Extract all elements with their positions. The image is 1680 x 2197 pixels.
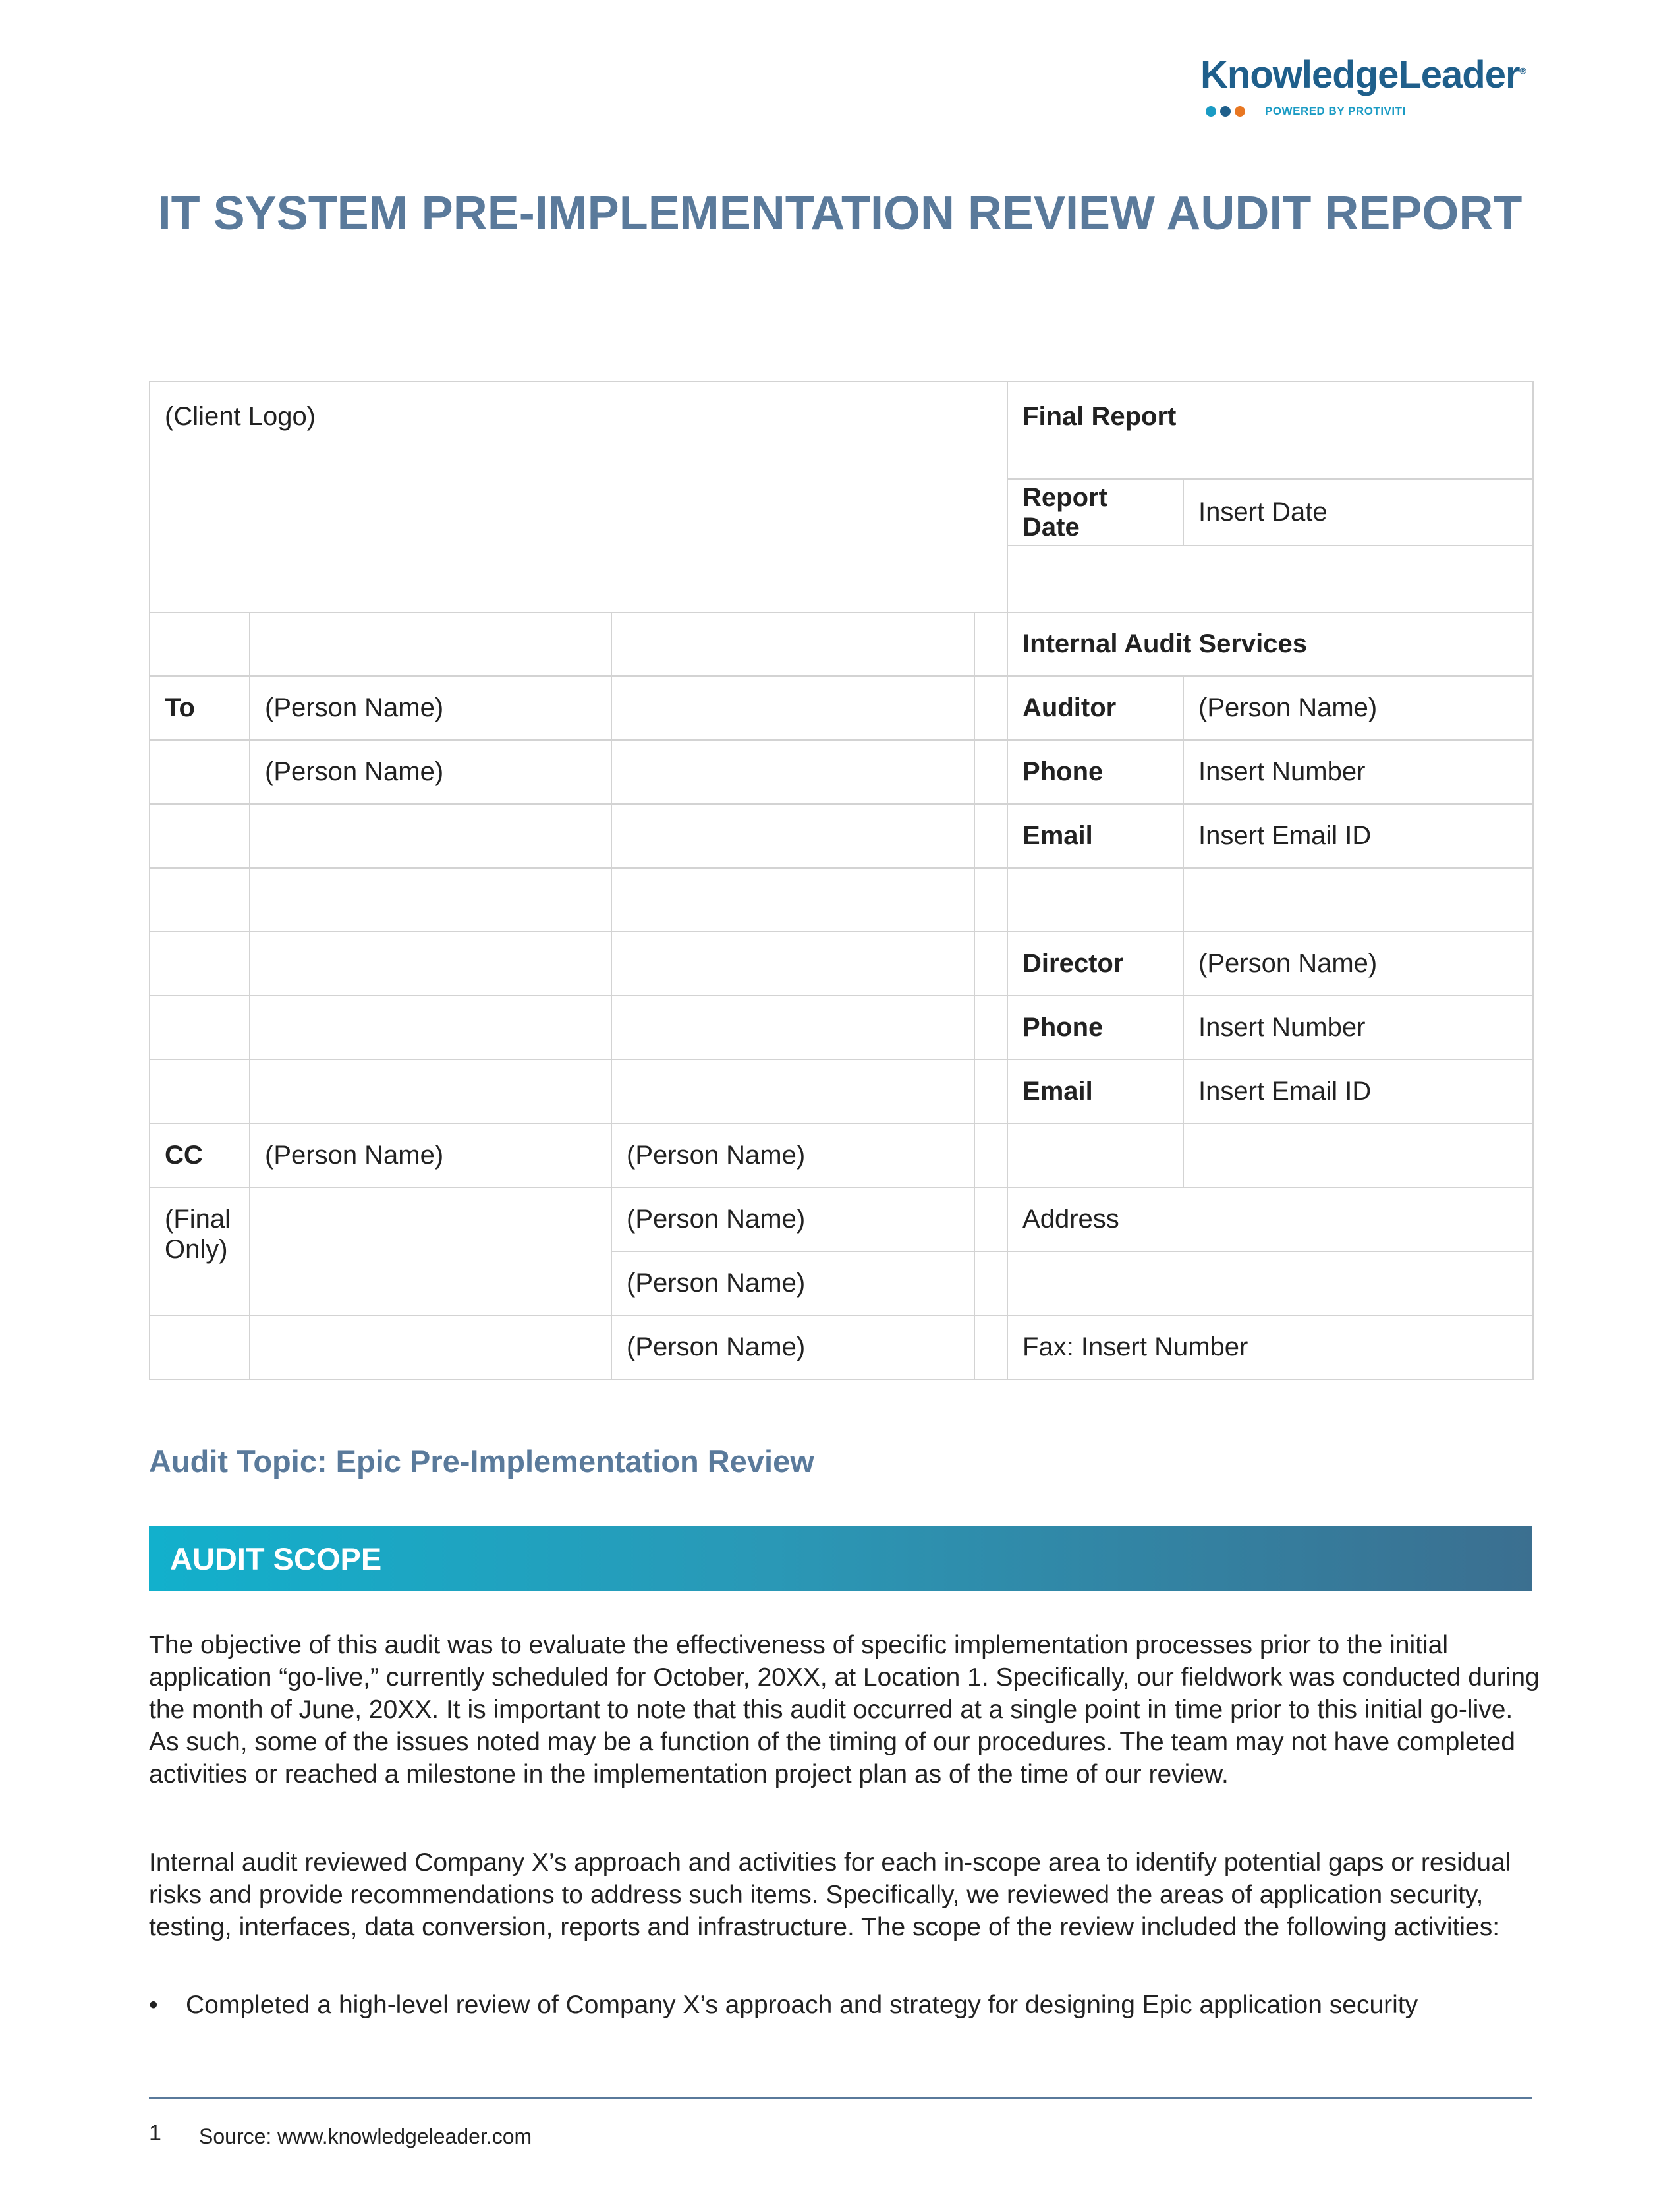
empty-cell — [974, 996, 1007, 1060]
bullet-icon: • — [149, 1991, 158, 2019]
empty-cell — [250, 1315, 611, 1379]
director-email-label: Email — [1007, 1060, 1183, 1124]
empty-cell — [150, 1060, 250, 1124]
cc-person-name: (Person Name) — [611, 1315, 974, 1379]
auditor-phone-label: Phone — [1007, 740, 1183, 804]
empty-cell — [974, 1251, 1007, 1315]
internal-audit-services-heading: Internal Audit Services — [1007, 612, 1533, 676]
logo-dot-icon — [1206, 106, 1216, 117]
report-date-value: Insert Date — [1183, 479, 1533, 546]
knowledgeleader-logo — [1200, 53, 1530, 118]
empty-cell — [150, 740, 250, 804]
director-label: Director — [1007, 932, 1183, 996]
logo-wordmark: KnowledgeLeader® — [1200, 53, 1526, 96]
empty-cell — [250, 996, 611, 1060]
empty-cell — [150, 868, 250, 932]
empty-cell — [974, 1315, 1007, 1379]
fax-value: Fax: Insert Number — [1007, 1315, 1533, 1379]
empty-cell — [1007, 1124, 1183, 1187]
empty-cell — [611, 932, 974, 996]
empty-cell — [1007, 546, 1533, 612]
cc-person-name: (Person Name) — [611, 1251, 974, 1315]
report-date-label: Report Date — [1007, 479, 1183, 546]
cc-label: CC — [150, 1124, 250, 1187]
empty-cell — [250, 804, 611, 868]
client-logo-cell: (Client Logo) — [150, 382, 1007, 612]
to-label: To — [150, 676, 250, 740]
empty-cell — [974, 1124, 1007, 1187]
auditor-email-value: Insert Email ID — [1183, 804, 1533, 868]
logo-brand-text: KnowledgeLeader — [1200, 53, 1520, 96]
empty-cell — [611, 612, 974, 676]
empty-cell — [611, 868, 974, 932]
body-paragraph: Internal audit reviewed Company X’s approach and activities for each in-scope area to identify potential gaps or residual risks and provide recommendations to address such items. Specifically, we reviewed the areas of application security, testing, interfaces, data conversion, reports and infrastructure. The scope of the review included the following activities: — [149, 1848, 1511, 1941]
cc-person-name: (Person Name) — [611, 1124, 974, 1187]
empty-cell — [250, 612, 611, 676]
to-person-name: (Person Name) — [250, 676, 611, 740]
auditor-email-label: Email — [1007, 804, 1183, 868]
footer-divider — [149, 2097, 1532, 2099]
director-email-value: Insert Email ID — [1183, 1060, 1533, 1124]
report-title: IT SYSTEM PRE-IMPLEMENTATION REVIEW AUDIT REPORT — [157, 187, 1523, 240]
section-heading: AUDIT SCOPE — [170, 1541, 382, 1576]
empty-cell — [974, 932, 1007, 996]
empty-cell — [1007, 868, 1183, 932]
empty-cell — [250, 1187, 611, 1315]
empty-cell — [611, 804, 974, 868]
empty-cell — [250, 932, 611, 996]
address-label: Address — [1007, 1187, 1533, 1251]
logo-dot-icon — [1235, 106, 1245, 117]
final-only-label: (Final Only) — [150, 1187, 250, 1315]
empty-cell — [150, 804, 250, 868]
logo-tagline-row — [1206, 105, 1530, 118]
source-note: Source: www.knowledgeleader.com — [199, 2125, 532, 2148]
director-value: (Person Name) — [1183, 932, 1533, 996]
empty-cell — [150, 612, 250, 676]
cc-person-name: (Person Name) — [611, 1187, 974, 1251]
empty-cell — [150, 932, 250, 996]
logo-dot-icon — [1220, 106, 1231, 117]
page-number: 1 — [149, 2121, 161, 2146]
empty-cell — [974, 868, 1007, 932]
empty-cell — [150, 1315, 250, 1379]
audit-topic-heading: Audit Topic: Epic Pre-Implementation Review — [149, 1444, 814, 1479]
empty-cell — [1183, 1124, 1533, 1187]
auditor-value: (Person Name) — [1183, 676, 1533, 740]
logo-tagline: POWERED BY PROTIVITI — [1265, 105, 1406, 117]
director-phone-label: Phone — [1007, 996, 1183, 1060]
empty-cell — [250, 1060, 611, 1124]
cc-person-name: (Person Name) — [250, 1124, 611, 1187]
empty-cell — [974, 1187, 1007, 1251]
empty-cell — [611, 996, 974, 1060]
empty-cell — [611, 1060, 974, 1124]
empty-cell — [1183, 868, 1533, 932]
director-phone-value: Insert Number — [1183, 996, 1533, 1060]
empty-cell — [1007, 1251, 1533, 1315]
to-person-name: (Person Name) — [250, 740, 611, 804]
empty-cell — [974, 676, 1007, 740]
empty-cell — [974, 1060, 1007, 1124]
empty-cell — [150, 996, 250, 1060]
empty-cell — [974, 804, 1007, 868]
section-heading-band — [149, 1526, 1532, 1591]
empty-cell — [611, 676, 974, 740]
empty-cell — [250, 868, 611, 932]
empty-cell — [974, 740, 1007, 804]
auditor-label: Auditor — [1007, 676, 1183, 740]
auditor-phone-value: Insert Number — [1183, 740, 1533, 804]
empty-cell — [974, 612, 1007, 676]
empty-cell — [611, 740, 974, 804]
list-item-text: Completed a high-level review of Company X’s approach and strategy for designing Epic application security — [186, 1991, 1418, 2019]
body-paragraph: The objective of this audit was to evaluate the effectiveness of specific implementation processes prior to the initial application “go-live,” currently scheduled for October, 20XX, at Location 1. Specifically, our fieldwork was conducted during the month of June, 20XX. It is important to note that this audit occurred at a single point in time prior to this initial go-live. As such, some of the issues noted may be a function of the timing of our procedures. The team may not have completed activities or reached a milestone in the implementation project plan as of the time of our review. — [149, 1631, 1540, 1788]
final-report-label: Final Report — [1007, 382, 1533, 479]
report-header-table — [149, 381, 1534, 1380]
